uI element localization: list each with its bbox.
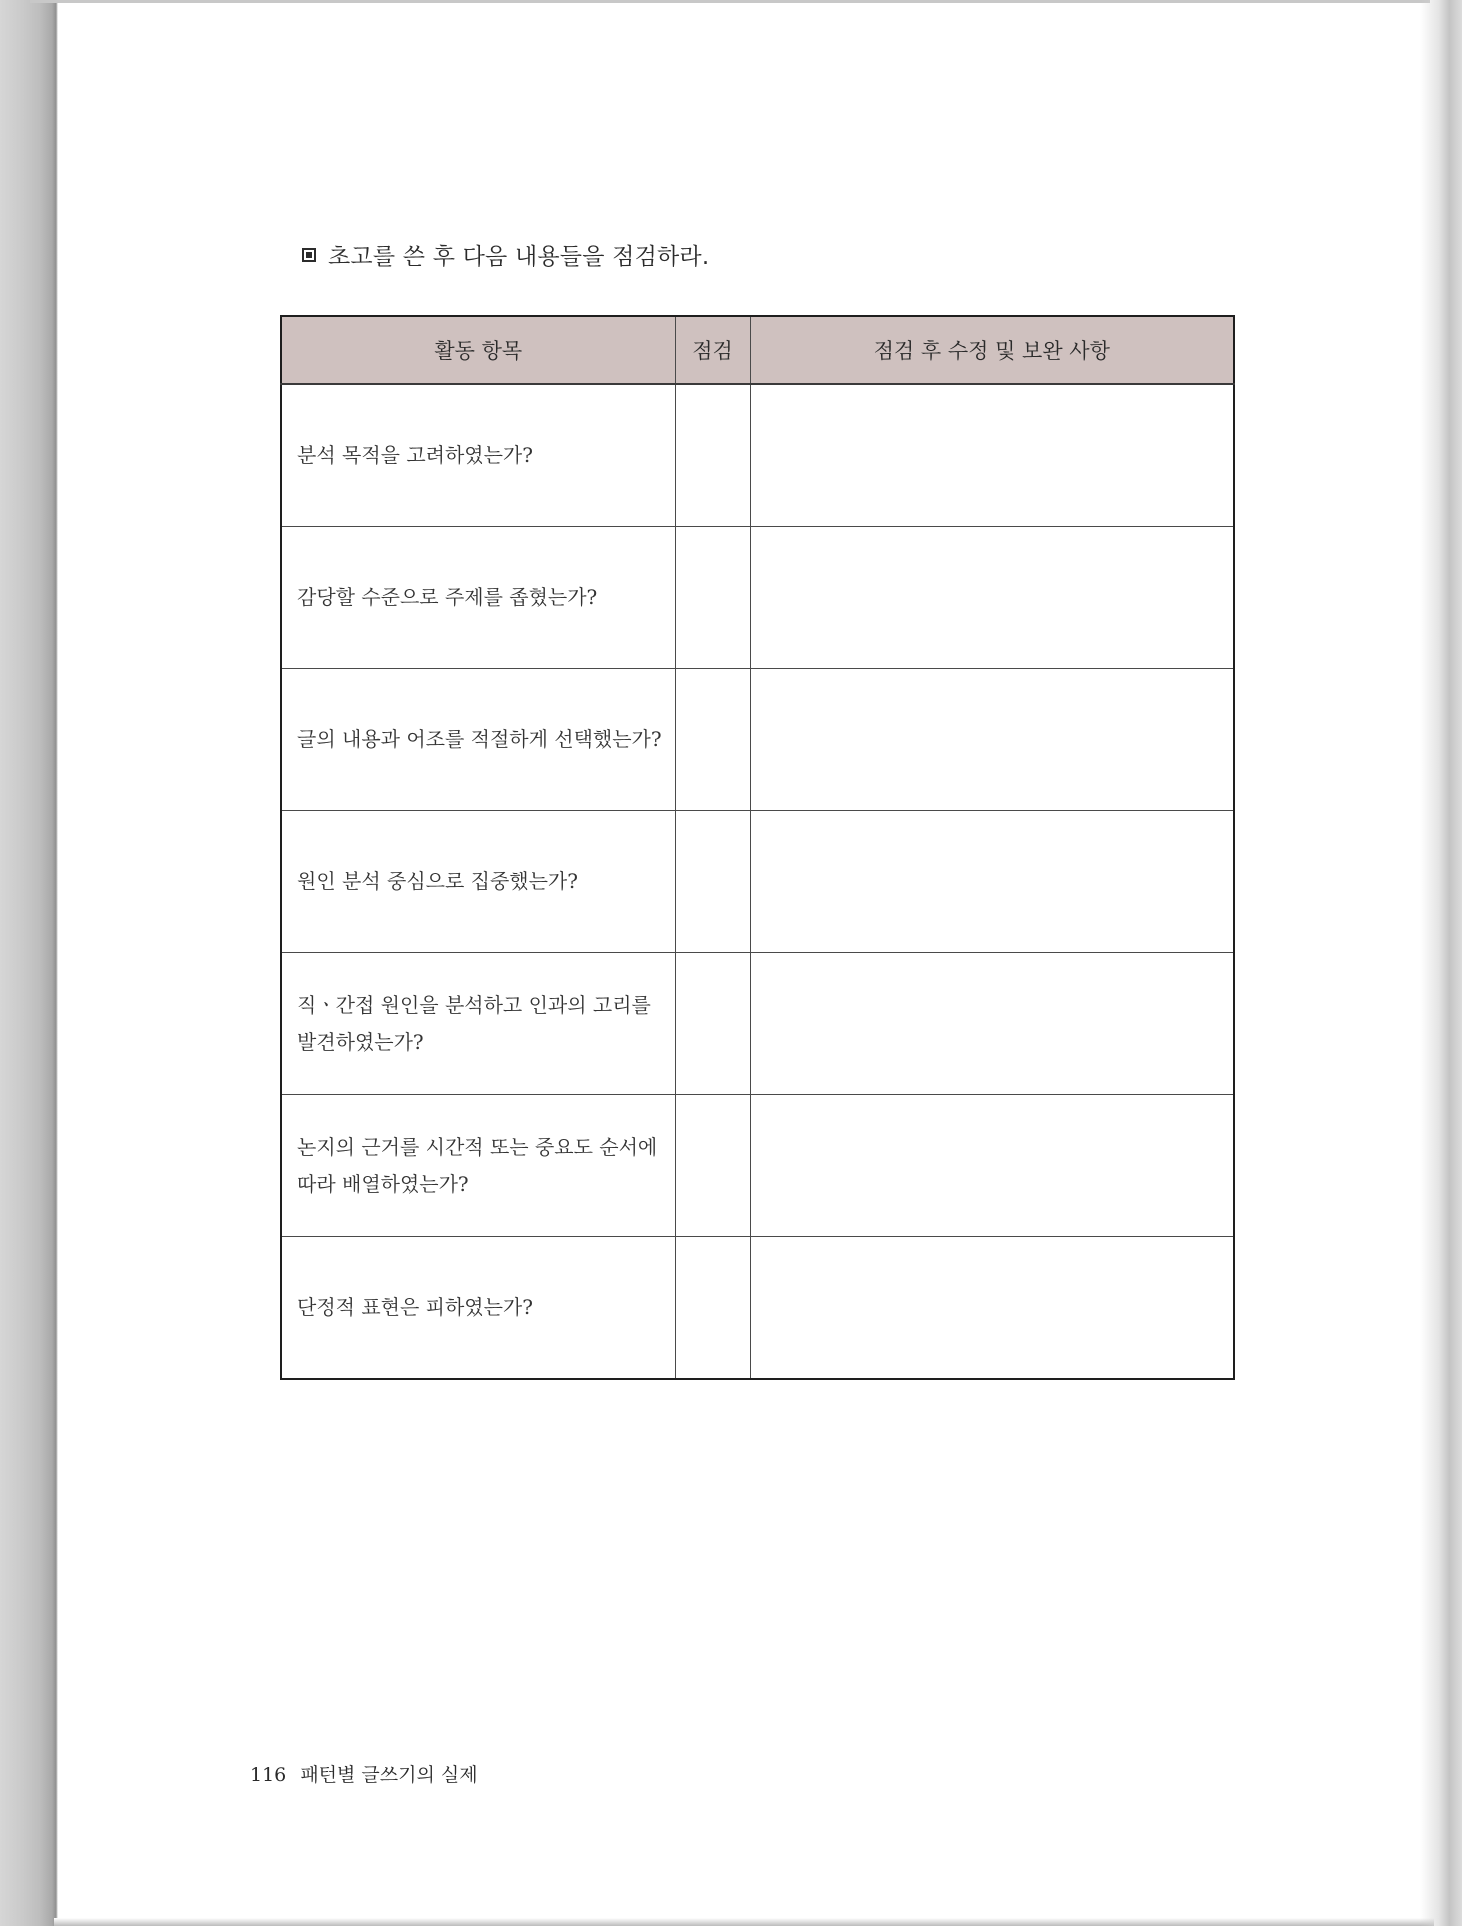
book-edge-top (30, 0, 1430, 3)
note-cell[interactable] (750, 527, 1234, 669)
note-cell[interactable] (750, 669, 1234, 811)
activity-item-cell: 분석 목적을 고려하였는가? (281, 384, 675, 527)
table-row (281, 384, 1234, 527)
book-edge-left (0, 0, 58, 1926)
square-bullet-icon (302, 248, 316, 262)
activity-item-cell: 논지의 근거를 시간적 또는 중요도 순서에 따라 배열하였는가? (281, 1095, 675, 1237)
page-number: 116 (250, 1764, 287, 1786)
page-footer (250, 1760, 478, 1787)
note-cell[interactable] (750, 1237, 1234, 1380)
activity-item-cell: 직ㆍ간접 원인을 분석하고 인과의 고리를 발견하였는가? (281, 953, 675, 1095)
checklist-table (280, 315, 1235, 1380)
table-row (281, 1095, 1234, 1237)
table-row (281, 811, 1234, 953)
check-cell[interactable] (675, 384, 750, 527)
header-revision-notes: 점검 후 수정 및 보완 사항 (750, 316, 1234, 384)
header-check: 점검 (675, 316, 750, 384)
book-edge-bottom (54, 1918, 1434, 1926)
header-activity-item: 활동 항목 (281, 316, 675, 384)
activity-item-cell: 감당할 수준으로 주제를 좁혔는가? (281, 527, 675, 669)
activity-item-cell: 원인 분석 중심으로 집중했는가? (281, 811, 675, 953)
check-cell[interactable] (675, 953, 750, 1095)
instruction (302, 238, 709, 271)
check-cell[interactable] (675, 527, 750, 669)
table-header-row (281, 316, 1234, 384)
check-cell[interactable] (675, 1237, 750, 1380)
page-shadow-right (1420, 0, 1462, 1926)
note-cell[interactable] (750, 811, 1234, 953)
table-row (281, 527, 1234, 669)
check-cell[interactable] (675, 811, 750, 953)
activity-item-cell: 단정적 표현은 피하였는가? (281, 1237, 675, 1380)
table-row (281, 669, 1234, 811)
note-cell[interactable] (750, 1095, 1234, 1237)
table-row (281, 1237, 1234, 1380)
note-cell[interactable] (750, 953, 1234, 1095)
instruction-text: 초고를 쓴 후 다음 내용들을 점검하라. (328, 244, 710, 270)
book-title: 패턴별 글쓰기의 실제 (300, 1764, 478, 1786)
check-cell[interactable] (675, 1095, 750, 1237)
activity-item-cell: 글의 내용과 어조를 적절하게 선택했는가? (281, 669, 675, 811)
table-row (281, 953, 1234, 1095)
note-cell[interactable] (750, 384, 1234, 527)
check-cell[interactable] (675, 669, 750, 811)
